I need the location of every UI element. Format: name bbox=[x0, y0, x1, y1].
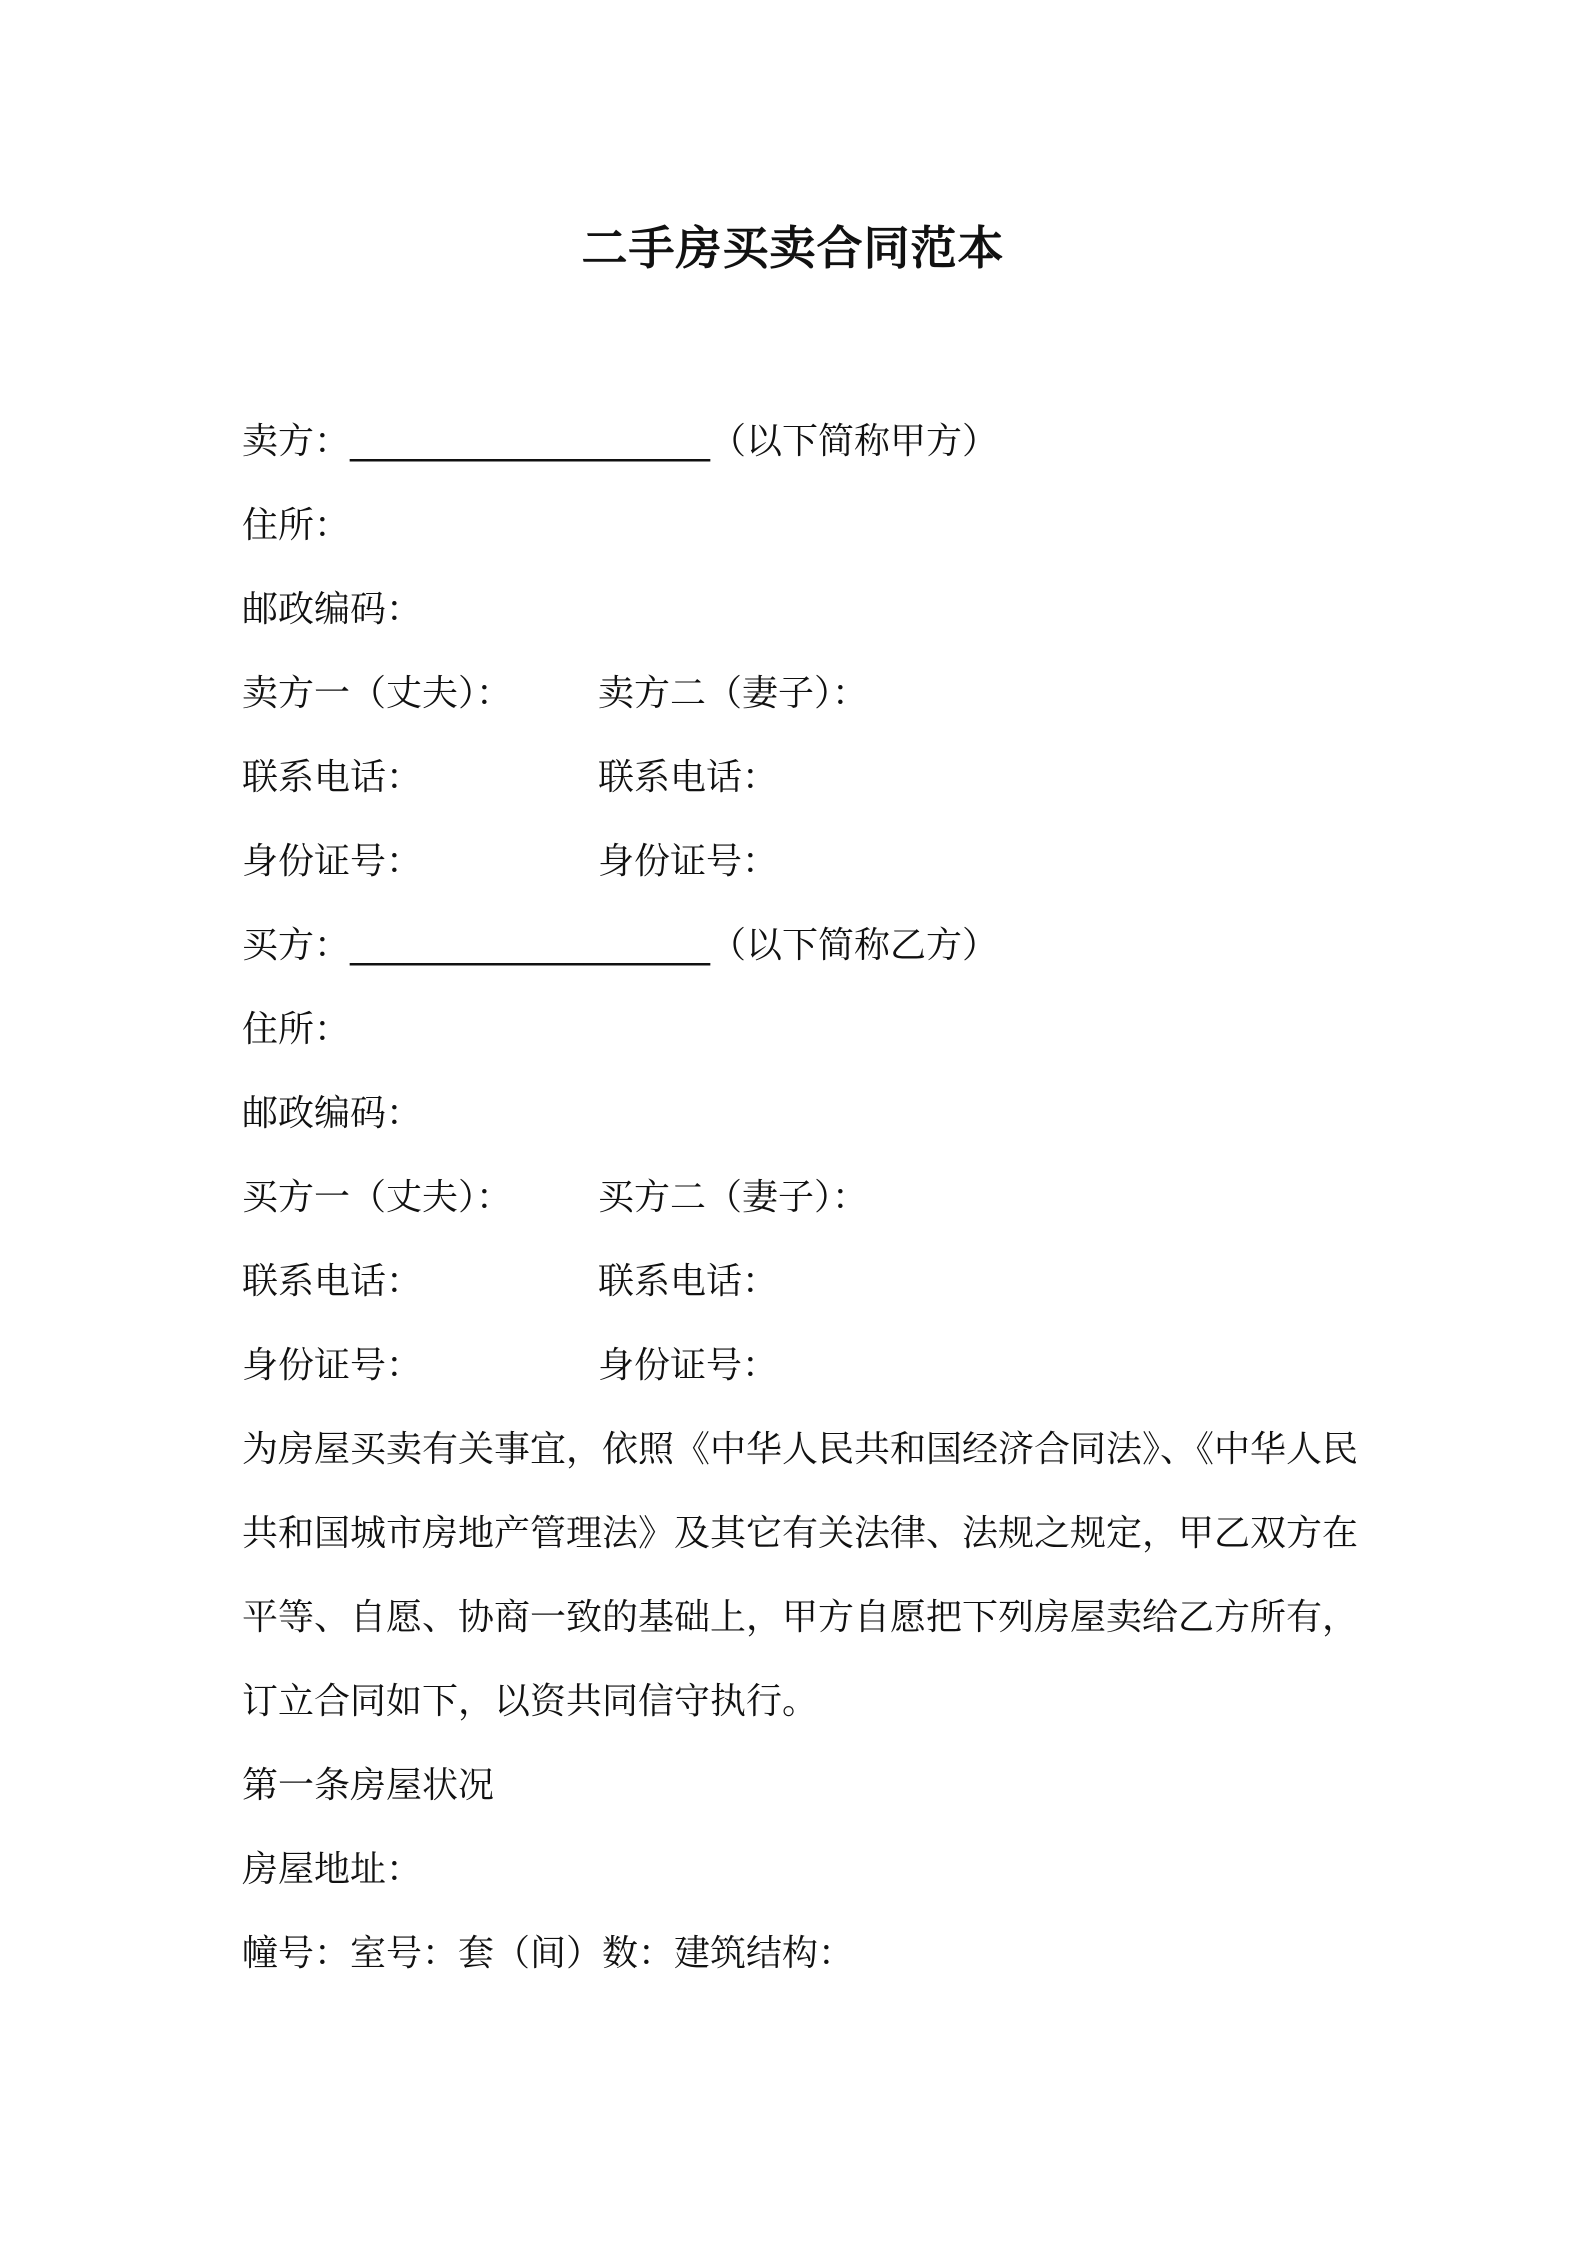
house-address: 房屋地址： bbox=[242, 1849, 423, 1890]
buyer-id1: 身份证号： bbox=[242, 1345, 423, 1386]
buyer-id2: 身份证号： bbox=[598, 1345, 779, 1386]
seller-phone2: 联系电话： bbox=[598, 757, 779, 798]
buyer-phone1: 联系电话： bbox=[242, 1261, 423, 1302]
preamble-paragraph: 为房屋买卖有关事宜，依照《中华人民共和国经济合同法》、《中华人民共和国城市房地产管理法》及其它有关法律、法规之规定，甲乙双方在平等、自愿、协商一致的基础上，甲方自愿把下列房屋卖给乙方所有，订立合同如下，以资共同信守执行。 bbox=[242, 1429, 1359, 1722]
seller-id1: 身份证号： bbox=[242, 841, 423, 882]
seller-address: 住所： bbox=[242, 505, 351, 546]
buyer-line: 买方：____________________（以下简称乙方） bbox=[242, 925, 999, 966]
seller-line: 卖方：____________________（以下简称甲方） bbox=[242, 421, 999, 462]
seller-phone-row bbox=[242, 736, 1362, 820]
buyer-address: 住所： bbox=[242, 1009, 351, 1050]
seller-id-row bbox=[242, 820, 1362, 904]
buyer-phone-row bbox=[242, 1240, 1362, 1324]
buyer-parties-row bbox=[242, 1156, 1362, 1240]
buyer-party2: 买方二（妻子）： bbox=[598, 1177, 869, 1218]
buyer-postcode: 邮政编码： bbox=[242, 1093, 423, 1134]
buyer-id-row bbox=[242, 1324, 1362, 1408]
document-title: 二手房买卖合同范本 bbox=[581, 221, 1005, 275]
buyer-phone2: 联系电话： bbox=[598, 1261, 779, 1302]
seller-phone1: 联系电话： bbox=[242, 757, 423, 798]
document-body bbox=[242, 400, 1362, 1996]
seller-party2: 卖方二（妻子）： bbox=[598, 673, 869, 714]
seller-id2: 身份证号： bbox=[598, 841, 779, 882]
buyer-party1: 买方一（丈夫）： bbox=[242, 1177, 513, 1218]
seller-parties-row bbox=[242, 652, 1362, 736]
seller-postcode: 邮政编码： bbox=[242, 589, 423, 630]
house-details: 幢号：室号：套（间）数：建筑结构： bbox=[242, 1933, 855, 1974]
seller-party1: 卖方一（丈夫）： bbox=[242, 673, 513, 714]
article1-heading: 第一条房屋状况 bbox=[242, 1765, 495, 1806]
